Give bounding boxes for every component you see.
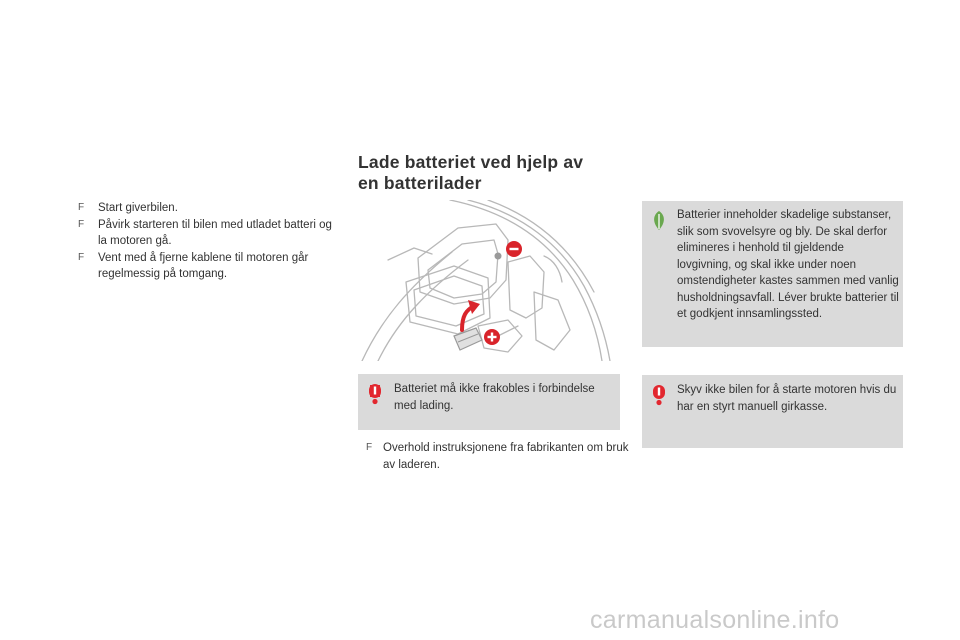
list-item: [78, 200, 343, 217]
list-item: [78, 250, 343, 283]
battery-illustration: [358, 200, 620, 361]
section-title: [358, 152, 628, 194]
charger-instruction: [366, 440, 639, 473]
left-instruction-list: [78, 200, 343, 283]
warning-text: Skyv ikke bilen for å starte motoren hvis du har en styrt manuell girkasse.: [677, 384, 897, 413]
battery-engine-bay-drawing: [358, 200, 620, 361]
list-item-text: Overhold instruksjonene fra fabrikanten om bruk av laderen.: [383, 442, 629, 471]
exclamation-warning-icon: [651, 384, 667, 406]
list-item-text: Påvirk starteren til bilen med utladet batteri og la motoren gå.: [98, 218, 332, 247]
bullet-marker: F: [78, 202, 85, 213]
section-title-line2: en batterilader: [358, 173, 482, 193]
warning-box-disconnect: [358, 374, 620, 430]
exclamation-warning-icon: [367, 383, 383, 405]
environment-text: Batterier inneholder skadelige substanser, slik som svovelsyre og bly. De skal derfor elimineres i henhold til gjeldende lovgivning, og skal ikke under noen omstendigheter kastes sammen med vanlig husholdningsavfall. Léver brukte batterier til et godkjent innsamlingssted.: [677, 209, 899, 320]
bullet-marker: F: [78, 251, 85, 263]
warning-box-manual-gearbox: [642, 375, 903, 448]
list-item-text: Vent med å fjerne kablene til motoren går regelmessig på tomgang.: [98, 251, 309, 280]
bullet-marker: F: [78, 218, 85, 230]
environment-note-box: [642, 201, 903, 347]
bullet-marker: F: [366, 442, 373, 453]
watermark: carmanualsonline.info: [590, 606, 840, 634]
list-item: [78, 217, 343, 250]
leaf-eco-icon: [651, 210, 667, 232]
warning-text: Batteriet må ikke frakobles i forbindelse med lading.: [394, 383, 595, 412]
list-item-text: Start giverbilen.: [98, 202, 178, 214]
section-title-line1: Lade batteriet ved hjelp av: [358, 152, 584, 172]
